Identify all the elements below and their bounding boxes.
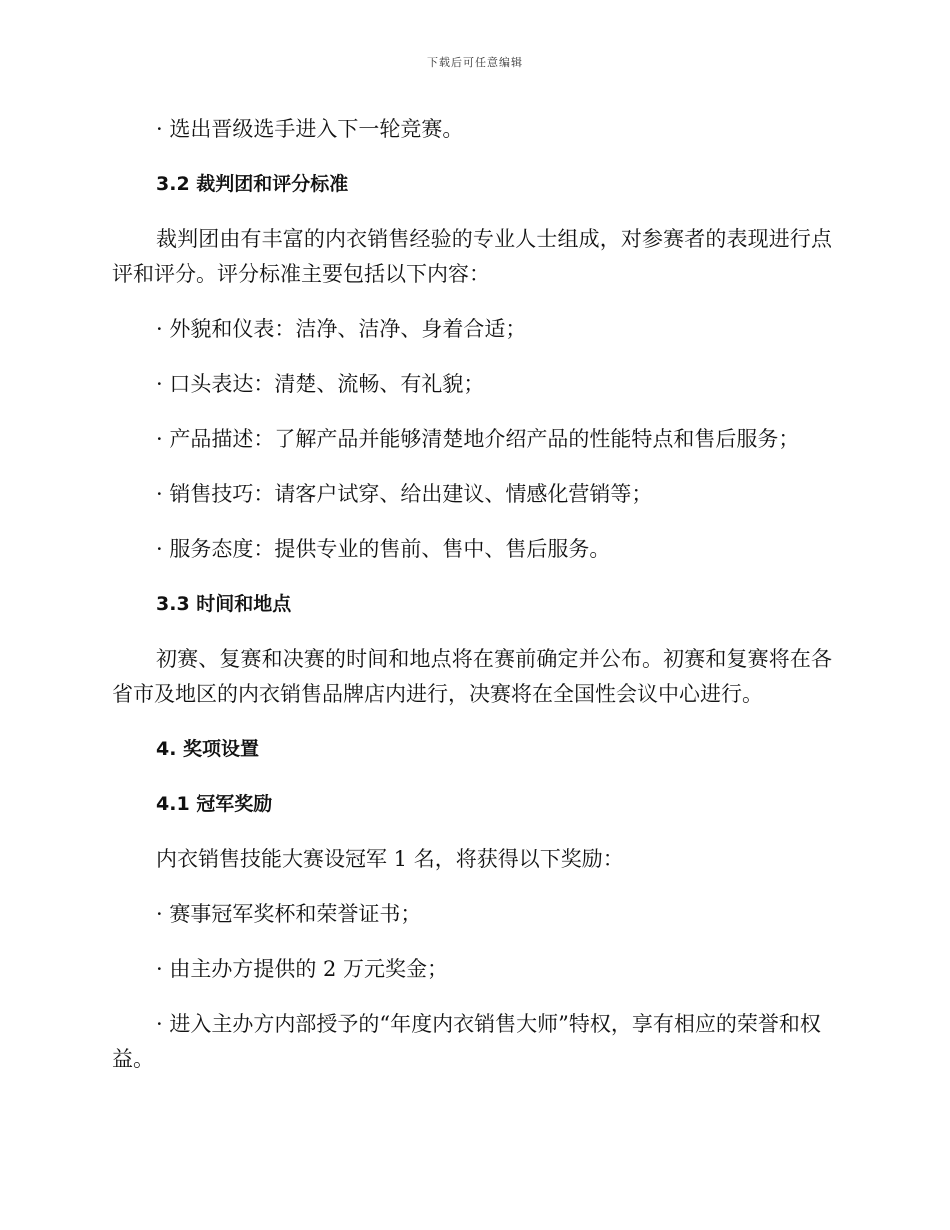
page-header: 下载后可任意编辑 [427,56,523,69]
paragraph-time-place: 初赛、复赛和决赛的时间和地点将在赛前确定并公布。初赛和复赛将在各省市及地区的内衣销售品牌店内进行，决赛将在全国性会议中心进行。 [112,647,832,706]
heading-4: 4. 奖项设置 [156,738,260,760]
document-body [112,112,832,1077]
bullet-speech: · 口头表达：清楚、流畅、有礼貌； [156,372,485,396]
heading-3-2: 3.2 裁判团和评分标准 [156,173,349,195]
paragraph-champion: 内衣销售技能大赛设冠军 1 名，将获得以下奖励： [156,847,624,871]
bullet-sales: · 销售技巧：请客户试穿、给出建议、情感化营销等； [156,482,653,506]
heading-4-1: 4.1 冠军奖励 [156,793,273,815]
bullet-product: · 产品描述：了解产品并能够清楚地介绍产品的性能特点和售后服务； [156,427,800,451]
bullet-trophy: · 赛事冠军奖杯和荣誉证书； [156,902,422,926]
bullet-service: · 服务态度：提供专业的售前、售中、售后服务。 [156,537,611,561]
paragraph-judges: 裁判团由有丰富的内衣销售经验的专业人士组成，对参赛者的表现进行点评和评分。评分标准主要包括以下内容： [112,227,832,286]
bullet-appearance: · 外貌和仪表：洁净、洁净、身着合适； [156,317,527,341]
bullet-advance: · 选出晋级选手进入下一轮竞赛。 [156,117,464,141]
bullet-prize: · 由主办方提供的 2 万元奖金； [156,957,449,981]
heading-3-3: 3.3 时间和地点 [156,593,292,615]
bullet-privilege: · 进入主办方内部授予的“年度内衣销售大师”特权，享有相应的荣誉和权益。 [112,1012,821,1071]
